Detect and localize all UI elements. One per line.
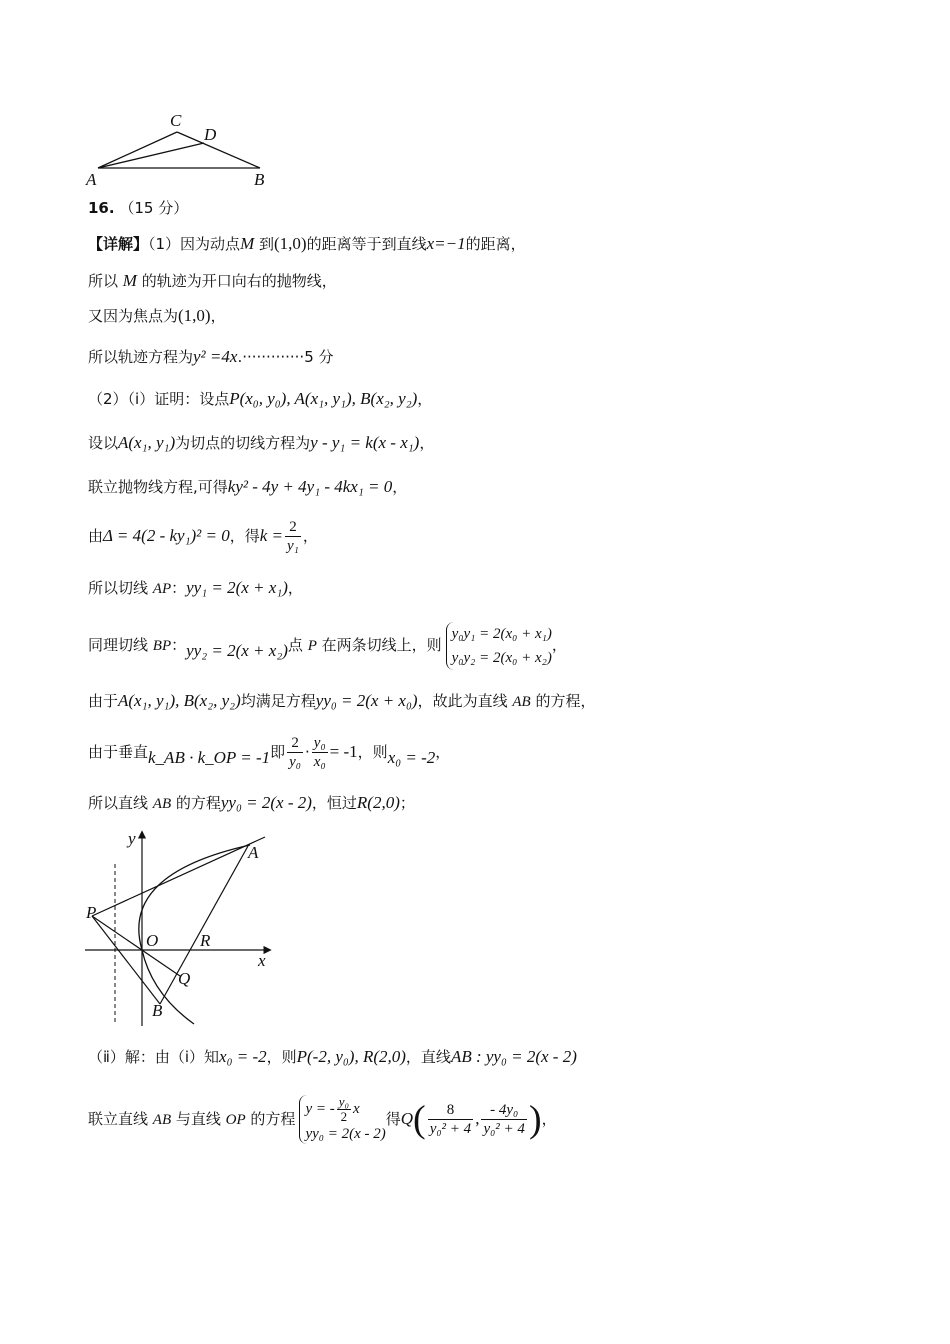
part2-line-6	[88, 620, 567, 671]
part2ii-line-1	[88, 1046, 577, 1068]
label-o: O	[146, 931, 159, 950]
math: y = -	[305, 1100, 335, 1117]
label-b: B	[254, 170, 265, 189]
math: AB	[152, 1112, 172, 1128]
label-a: A	[86, 170, 97, 189]
math: P	[307, 638, 317, 654]
parabola-figure	[80, 826, 280, 1030]
fraction	[312, 734, 328, 771]
problem-number: 16.	[88, 199, 115, 217]
math: = -1	[329, 742, 358, 761]
system-row-1	[305, 1095, 385, 1124]
text: .·············5 分	[237, 348, 334, 366]
text: （1）因为动点	[148, 235, 241, 253]
part2-line-3	[88, 476, 407, 498]
text: 点	[287, 636, 308, 654]
text: 所以轨迹方程为	[88, 348, 194, 366]
part2ii-line-2	[88, 1088, 557, 1151]
text: ，	[287, 579, 303, 597]
text: ，得	[229, 527, 260, 545]
text: 所以	[88, 272, 123, 290]
text: 的方程	[245, 1110, 296, 1128]
math: yy₁ = 2(x + x₁)	[186, 578, 288, 597]
text: 均满足方程	[240, 692, 316, 710]
text: ，故此为直线	[417, 692, 513, 710]
fraction	[481, 1101, 527, 1138]
text: ，	[551, 636, 567, 654]
system-row-2: y₀y₂ = 2(x₀ + x₂)	[451, 649, 552, 666]
part2-line-4	[88, 514, 318, 558]
detail-line-2	[88, 270, 337, 292]
math: R(2,0)	[356, 793, 400, 812]
math: k =	[259, 526, 284, 545]
numerator: 2	[287, 734, 303, 753]
detail-line-3	[88, 305, 226, 327]
math: P(-2, y₀), R(2,0)	[296, 1047, 406, 1066]
edge-cb	[177, 132, 260, 168]
close-paren: )	[528, 1098, 542, 1141]
math: (1,0)	[274, 234, 307, 253]
math: x	[353, 1100, 360, 1117]
label-x: x	[258, 951, 266, 970]
text: 得	[385, 1110, 401, 1128]
math: AB	[152, 796, 172, 812]
equation-system	[299, 1095, 385, 1144]
equation-system	[446, 622, 552, 670]
part2-line-5	[88, 577, 303, 600]
math: Q	[400, 1109, 414, 1128]
fraction	[428, 1101, 474, 1138]
line-pq	[92, 916, 180, 976]
math: k_AB · k_OP = -1	[148, 748, 271, 767]
part2-line-2	[88, 432, 434, 454]
text: 联立抛物线方程,可得	[88, 478, 228, 496]
text: ，则	[266, 1048, 297, 1066]
denominator: y₀	[289, 754, 302, 770]
fraction	[287, 734, 303, 771]
math: ky² - 4y + 4y₁ - 4kx₁ = 0	[227, 477, 393, 496]
denominator: y₁	[287, 538, 299, 554]
text: ，	[541, 1110, 557, 1128]
text: 所以切线	[88, 579, 153, 597]
label-p: P	[86, 903, 97, 922]
text: 即	[270, 743, 286, 761]
text: 由于垂直	[88, 743, 149, 761]
system-row-2: yy₀ = 2(x - 2)	[305, 1126, 386, 1142]
text: ，	[302, 527, 318, 545]
label-d: D	[204, 125, 217, 144]
text: 在两条切线上，则	[316, 636, 442, 654]
text: 到	[254, 235, 275, 253]
text: （2）（ⅰ）证明：设点	[88, 390, 230, 408]
edge-ac	[98, 132, 177, 168]
text: 所以直线	[88, 794, 153, 812]
text: ，	[435, 743, 451, 761]
text: 的轨迹为开口向右的抛物线，	[136, 272, 337, 290]
part2-line-7	[88, 690, 595, 713]
math: y² =4x	[193, 347, 238, 366]
text: ，	[210, 307, 226, 325]
text: （ⅱ）解：由（ⅰ）知	[88, 1048, 220, 1066]
label-a: A	[248, 843, 259, 862]
text: 联立直线	[88, 1110, 153, 1128]
detail-line-1	[88, 233, 526, 255]
detail-tag: 【详解】	[88, 235, 149, 253]
label-c: C	[170, 111, 182, 130]
text: 的方程，	[530, 692, 596, 710]
math: BP	[152, 638, 172, 654]
math: A(x₁, y₁), B(x₂, y₂)	[118, 691, 241, 710]
math: yy₀ = 2(x - 2)	[220, 793, 312, 812]
numerator: 2	[285, 518, 301, 537]
part2-line-8: 由于垂直k_AB · k_OP = -1即 $\frac{2}{\text{y₀}}$ · $\frac{\text{y₀}}{\text{x₀}}$ = -1，则x₀ = -2，	[88, 735, 451, 770]
math: M	[122, 271, 137, 290]
text: 的距离等于到直线	[306, 235, 427, 253]
part2-line-9	[88, 792, 415, 815]
problem-header	[88, 197, 188, 219]
math: x₀ = -2	[387, 748, 436, 767]
math: yy₂ = 2(x + x₂)	[186, 641, 288, 660]
text: ，则	[357, 743, 388, 761]
fraction	[285, 518, 301, 555]
label-r: R	[200, 931, 211, 950]
denominator: y₀² + 4	[429, 1121, 472, 1137]
label-b: B	[152, 1001, 163, 1020]
triangle-figure	[80, 108, 280, 190]
text: ；	[399, 794, 415, 812]
text: ，	[419, 434, 435, 452]
math: M	[240, 234, 255, 253]
math: yy₀ = 2(x + x₀)	[315, 691, 418, 710]
label-y: y	[128, 829, 136, 848]
label-q: Q	[178, 969, 191, 988]
math: Δ = 4(2 - ky₁)² = 0	[103, 526, 230, 545]
math: y - y₁ = k(x - x₁)	[310, 433, 420, 452]
math: P(x₀, y₀), A(x₁, y₁), B(x₂, y₂)	[229, 389, 418, 408]
text: 设以	[88, 434, 119, 452]
fraction	[337, 1095, 351, 1124]
comma: ,	[475, 1109, 480, 1128]
math: AB	[512, 694, 531, 710]
part2-line-1	[88, 388, 432, 410]
text: 由于	[88, 692, 119, 710]
text: 同理切线	[88, 636, 153, 654]
numerator: - 4y₀	[481, 1101, 527, 1120]
text: 的方程	[171, 794, 221, 812]
numerator: 8	[428, 1101, 474, 1120]
tangent-pb	[92, 916, 160, 1004]
text: 与直线	[171, 1110, 226, 1128]
math: x=−1	[426, 234, 466, 253]
text: ：	[171, 636, 187, 654]
math: AP	[152, 581, 172, 597]
math: x₀ = -2	[219, 1047, 267, 1066]
edge-ad	[98, 143, 204, 168]
denominator: 2	[340, 1109, 348, 1124]
problem-score: （15 分）	[119, 199, 189, 217]
math: (1,0)	[178, 306, 211, 325]
math: A(x₁, y₁)	[118, 433, 176, 452]
numerator: y₀	[338, 1094, 350, 1109]
math: OP	[225, 1112, 246, 1128]
denominator: x₀	[313, 754, 326, 770]
tangent-pa	[92, 837, 265, 916]
math: AB : yy₀ = 2(x - 2)	[450, 1047, 577, 1066]
denominator: y₀² + 4	[483, 1121, 525, 1137]
text: ，	[417, 390, 433, 408]
open-paren: (	[413, 1098, 426, 1141]
text: ，恒过	[311, 794, 357, 812]
chord-ab	[160, 846, 248, 1004]
system-row-1: y₀y₁ = 2(x₀ + x₁)	[451, 625, 552, 642]
numerator: y₀	[313, 735, 326, 751]
text: 为切点的切线方程为	[175, 434, 311, 452]
text: 又因为焦点为	[88, 307, 179, 325]
text: ，	[392, 478, 408, 496]
text: 的距离，	[465, 235, 526, 253]
detail-line-4	[88, 346, 334, 368]
text: ：	[171, 579, 187, 597]
text: ，直线	[405, 1048, 451, 1066]
text: 由	[88, 527, 104, 545]
